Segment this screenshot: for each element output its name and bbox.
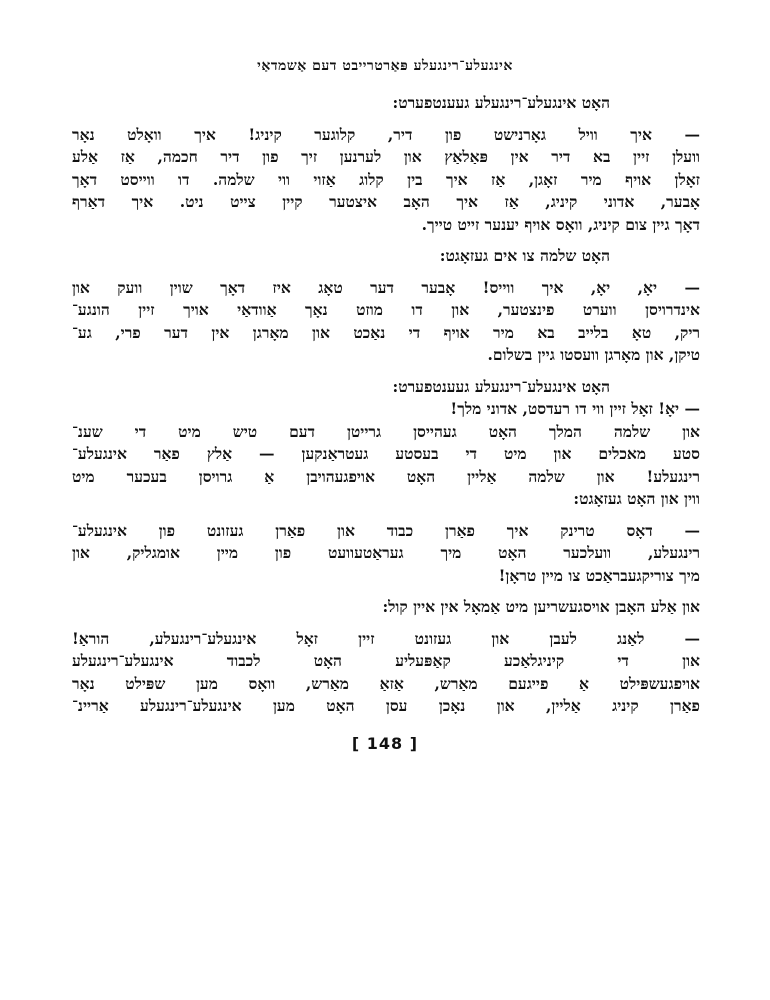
text-line: ריק, טאָ בלייב בא מיר אויף די נאַכט און מאָרגן אין דער פרי, גע־ (72, 322, 700, 342)
text-line: און שלמה המלך האָט געהייסן גרייטן דעם טיש מיט די שענ־ (72, 421, 700, 441)
text-line: וועלן זיין בא דיר אין פּאַלאַץ און לערנען זיך פון דיר חכמה, אַז אַלע (72, 147, 700, 166)
text-line: זאָלן אויף מיר זאָגן, אַז איך בין קלוג אַזוי ווי שלמה. דו ווייסט דאָך (72, 169, 700, 189)
text-line: פאַרן קיניג אַליין, און נאָכן עסן האָט מען אינגעלע־רינגעלע אַריינ־ (72, 696, 700, 715)
text-line: רינגעלע! און שלמה אַליין האָט אויפגעהויבן אַ גרויסן בעכער מיט (72, 466, 700, 486)
dialogue-intro-line: האָט אינגעלע־רינגעלע געענטפערט: (392, 376, 610, 396)
dialogue-intro-line: האָט אינגעלע־רינגעלע געענטפערט: (392, 93, 610, 112)
text-line: — דאָס טרינק איך פאַרן כבוד און פאַרן געזונט פון אינגעלע־ (72, 520, 700, 540)
text-line: און אַלע האָבן אויסגעשריען מיט אַמאָל אין איין קול: (382, 597, 700, 616)
text-line: — איך וויל גאָרנישט פון דיר, קלוגער קיניג! איך וואָלט נאָר (72, 124, 700, 144)
text-line: — יאָ! זאָל זיין ווי דו רעדסט, אדוני מלך! (450, 399, 700, 418)
page-number: [ 148 ] (351, 734, 419, 753)
text-line: — יאָ, יאָ, איך ווייס! אָבער דער טאָג איז דאָך שוין וועק און (72, 277, 700, 297)
text-line: אָבער, אדוני קיניג, אַז איך האָב איצטער קיין צייט ניט. איך דאַרף (72, 192, 700, 211)
text-line: טיקן, און מאָרגן וועסטו גיין בשלום. (487, 345, 700, 364)
text-line: סטע מאכלים און מיט די בעסטע געטראַנקען — אַלץ פאַר אינגעלע־ (72, 444, 700, 463)
text-line: ווין און האָט געזאָגט: (573, 489, 700, 508)
text-line: דאָך גיין צום קיניג, וואָס אויף יענער זייט טייך. (421, 214, 700, 234)
body-text (72, 92, 700, 718)
text-line: — לאַנג לעבן און געזונט זיין זאָל אינגעלע־רינגעלע, הוראַ! (72, 628, 700, 648)
running-head: אינגעלע־רינגעלע פּאַרטרייבט דעם אַשמדאַי (257, 58, 513, 74)
text-line: אויפגעשפּילט אַ פייגעם מאַרש, אַזאַ מאַרש, וואָס מען שפּילט נאָר (72, 673, 700, 693)
text-line: אינדרויסן ווערט פינצטער, און דו מוזט נאָך אַוודאַי אויך זיין הונגע־ (72, 300, 700, 319)
text-line: און די קיניגלאַכע קאַפּעליע האָט לכבוד אינגעלע־רינגעלע (72, 651, 700, 670)
dialogue-intro-line: האָט שלמה צו אים געזאָגט: (439, 246, 610, 265)
text-line: מיך צוריקגעבראַכט צו מיין טראָן! (498, 565, 700, 585)
text-line: רינגעלע, וועלכער האָט מיך געראַטעוועט פון מיין אומגליק, און (72, 543, 700, 562)
